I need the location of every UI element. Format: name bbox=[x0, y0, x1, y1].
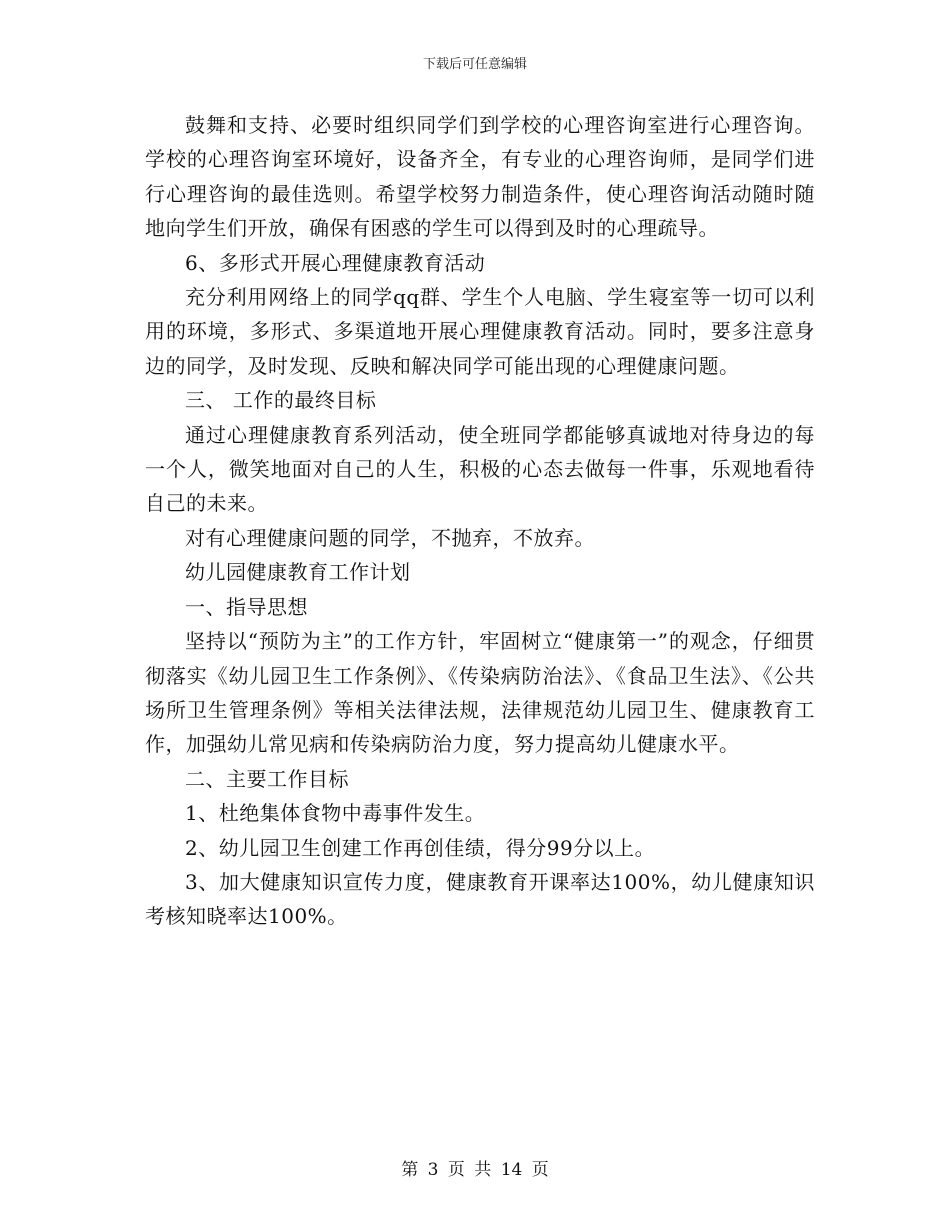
page-footer: 第 3 页 共 14 页 bbox=[401, 1160, 549, 1180]
paragraph-counseling-room: 鼓舞和支持、必要时组织同学们到学校的心理咨询室进行心理咨询。学校的心理咨询室环境好，设备齐全，有专业的心理咨询师，是同学们进行心理咨询的最佳选则。希望学校努力制造条件，使心理咨询活动随时随地向学生们开放，确保有困惑的学生可以得到及时的心理疏导。 bbox=[145, 113, 815, 241]
paragraph-network-activities: 充分利用网络上的同学qq群、学生个人电脑、学生寝室等一切可以利用的环境，多形式、多渠道地开展心理健康教育活动。同时，要多注意身边的同学，及时发现、反映和解决同学可能出现的心理健康问题。 bbox=[145, 285, 815, 378]
list-item-goal-2: 2、幼儿园卫生创建工作再创佳绩，得分99分以上。 bbox=[185, 835, 656, 860]
paragraph-guiding-ideology: 坚持以“预防为主”的工作方针，牢固树立“健康第一”的观念，仔细贯彻落实《幼儿园卫生工作条例》、《传染病防治法》、《食品卫生法》、《公共场所卫生管理条例》等相关法律法规，法律规范幼儿园卫生、健康教育工作，加强幼儿常见病和传染病防治力度，努力提高幼儿健康水平。 bbox=[145, 629, 815, 757]
list-item-goal-1: 1、杜绝集体食物中毒事件发生。 bbox=[185, 801, 486, 826]
paragraph-final-goal: 通过心理健康教育系列活动，使全班同学都能够真诚地对待身边的每一个人，微笑地面对自己的人生，积极的心态去做每一件事，乐观地看待自己的未来。 bbox=[145, 422, 815, 516]
heading-final-goal: 三、 工作的最终目标 bbox=[185, 388, 377, 413]
paragraph-no-abandon: 对有心理健康问题的同学，不抛弃，不放弃。 bbox=[185, 525, 595, 550]
heading-guiding-ideology: 一、指导思想 bbox=[185, 594, 308, 619]
heading-main-goals: 二、主要工作目标 bbox=[185, 766, 349, 791]
page-header: 下载后可任意编辑 bbox=[422, 57, 527, 72]
document-body bbox=[145, 108, 815, 934]
heading-activity-forms: 6、多形式开展心理健康教育活动 bbox=[185, 250, 486, 275]
list-item-goal-3: 3、加大健康知识宣传力度，健康教育开课率达100%，幼儿健康知识考核知晓率达100%。 bbox=[145, 869, 815, 929]
section-title-kindergarten-plan: 幼儿园健康教育工作计划 bbox=[185, 560, 411, 585]
